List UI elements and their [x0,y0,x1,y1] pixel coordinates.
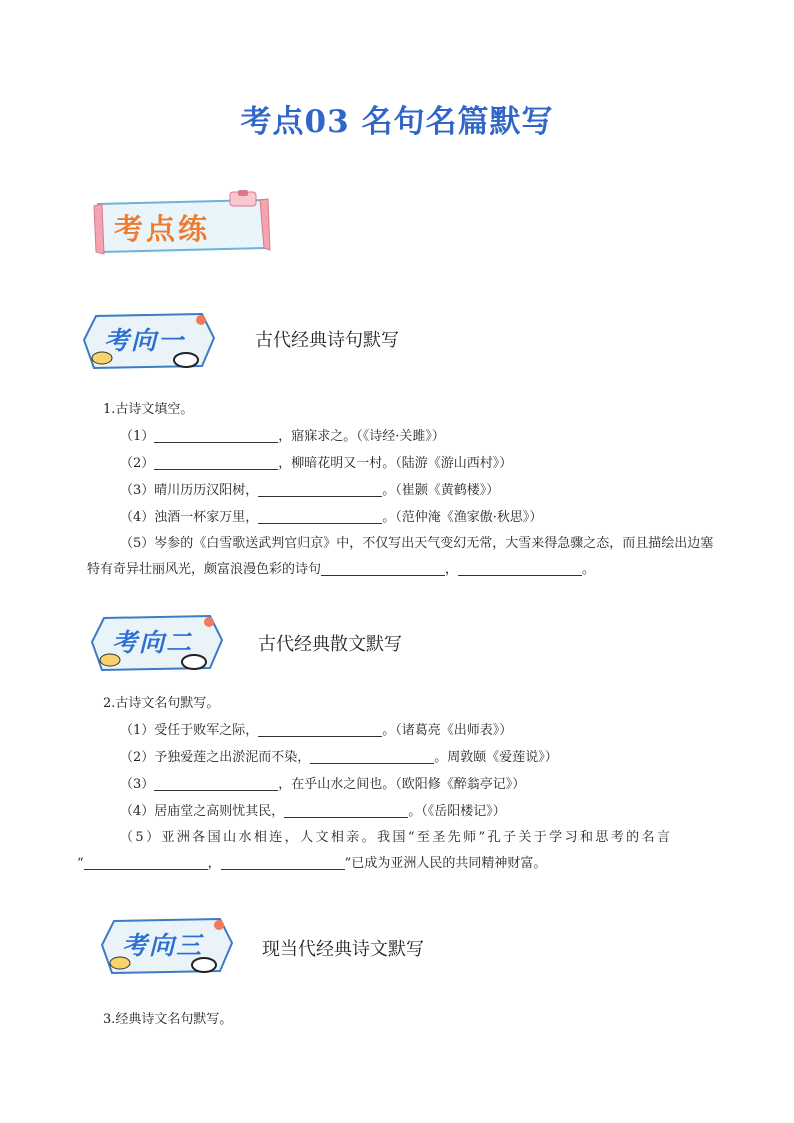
answer-blank[interactable] [458,561,582,576]
question-2: 2.古诗文名句默写。 [103,696,220,711]
item-text: （5）亚洲各国山水相连，人文相亲。我国“至圣先师”孔子关于学习和思考的名言 [120,830,673,845]
quote-close: ”已成为亚洲人民的共同精神财富。 [344,856,547,871]
item-1-5 [87,531,721,583]
item-text: 。（崔颢《黄鹤楼》） [382,483,500,498]
quote-open: “ [77,856,84,871]
item-1-3 [120,482,499,500]
item-number: （4） [120,804,155,819]
item-2-2 [120,749,558,767]
answer-blank[interactable] [221,855,345,870]
item-1-4 [120,509,542,527]
item-text: 受任于败军之际， [154,723,259,738]
answer-blank[interactable] [154,776,278,791]
badge-label: 考向二 [112,628,194,657]
answer-blank[interactable] [310,749,434,764]
banner-kaodianlian [92,190,272,262]
badge-direction-1 [80,310,218,372]
badge-label: 考向一 [104,326,186,355]
item-text: ，在乎山水之间也。（欧阳修《醉翁亭记》） [278,777,526,792]
item-end: 。 [582,562,596,577]
question-1: 1.古诗文填空。 [103,402,194,417]
answer-blank[interactable] [258,482,382,497]
item-text: 予独爱莲之出淤泥而不染， [154,750,311,765]
page-title: 考点03 名句名篇默写 [240,104,554,140]
item-number: （3） [120,483,155,498]
item-number: （1） [120,429,155,444]
item-text: ，柳暗花明又一村。（陆游《游山西村》） [278,456,513,471]
answer-blank[interactable] [84,855,208,870]
question-3: 3.经典诗文名句默写。 [103,1012,233,1027]
item-text: 岑参的《白雪歌送武判官归京》中，不仅写出天气变幻无常，大雪来得急骤之态，而且描绘出边塞特有奇异壮丽风光，颇富浪漫色彩的诗句 [87,536,714,577]
answer-blank[interactable] [258,509,382,524]
answer-blank[interactable] [154,428,278,443]
item-number: （5） [120,536,155,551]
item-text: 。（《岳阳楼记》） [408,804,506,819]
item-text: 浊酒一杯家万里， [154,510,259,525]
section-heading-3: 现当代经典诗文默写 [262,939,424,960]
answer-blank[interactable] [258,722,382,737]
item-text: ，寤寐求之。（《诗经·关雎》） [278,429,445,444]
item-number: （1） [120,723,155,738]
section-heading-1: 古代经典诗句默写 [255,330,399,351]
item-text: 居庙堂之高则忧其民， [154,804,285,819]
banner-label: 考点练 [114,212,211,246]
item-1-2 [120,455,512,473]
answer-blank[interactable] [154,455,278,470]
item-separator: ， [445,562,459,577]
answer-blank[interactable] [284,803,408,818]
item-2-5 [87,825,721,851]
item-number: （2） [120,750,155,765]
item-separator: ， [207,856,221,871]
item-2-1 [120,722,512,740]
badge-direction-3 [98,915,236,977]
section-heading-2: 古代经典散文默写 [258,634,402,655]
item-number: （2） [120,456,155,471]
badge-label: 考向三 [122,931,204,960]
answer-blank[interactable] [321,561,445,576]
item-1-1 [120,428,445,446]
item-text: 。（范仲淹《渔家傲·秋思》） [382,510,543,525]
item-2-3 [120,776,525,794]
item-2-4 [120,803,506,821]
item-text: 。（诸葛亮《出师表》） [382,723,513,738]
item-2-5-answer [77,851,711,877]
item-number: （4） [120,510,155,525]
item-text: 晴川历历汉阳树， [154,483,259,498]
item-text: 。周敦颐《爱莲说》） [434,750,558,765]
item-number: （3） [120,777,155,792]
badge-direction-2 [88,612,226,674]
